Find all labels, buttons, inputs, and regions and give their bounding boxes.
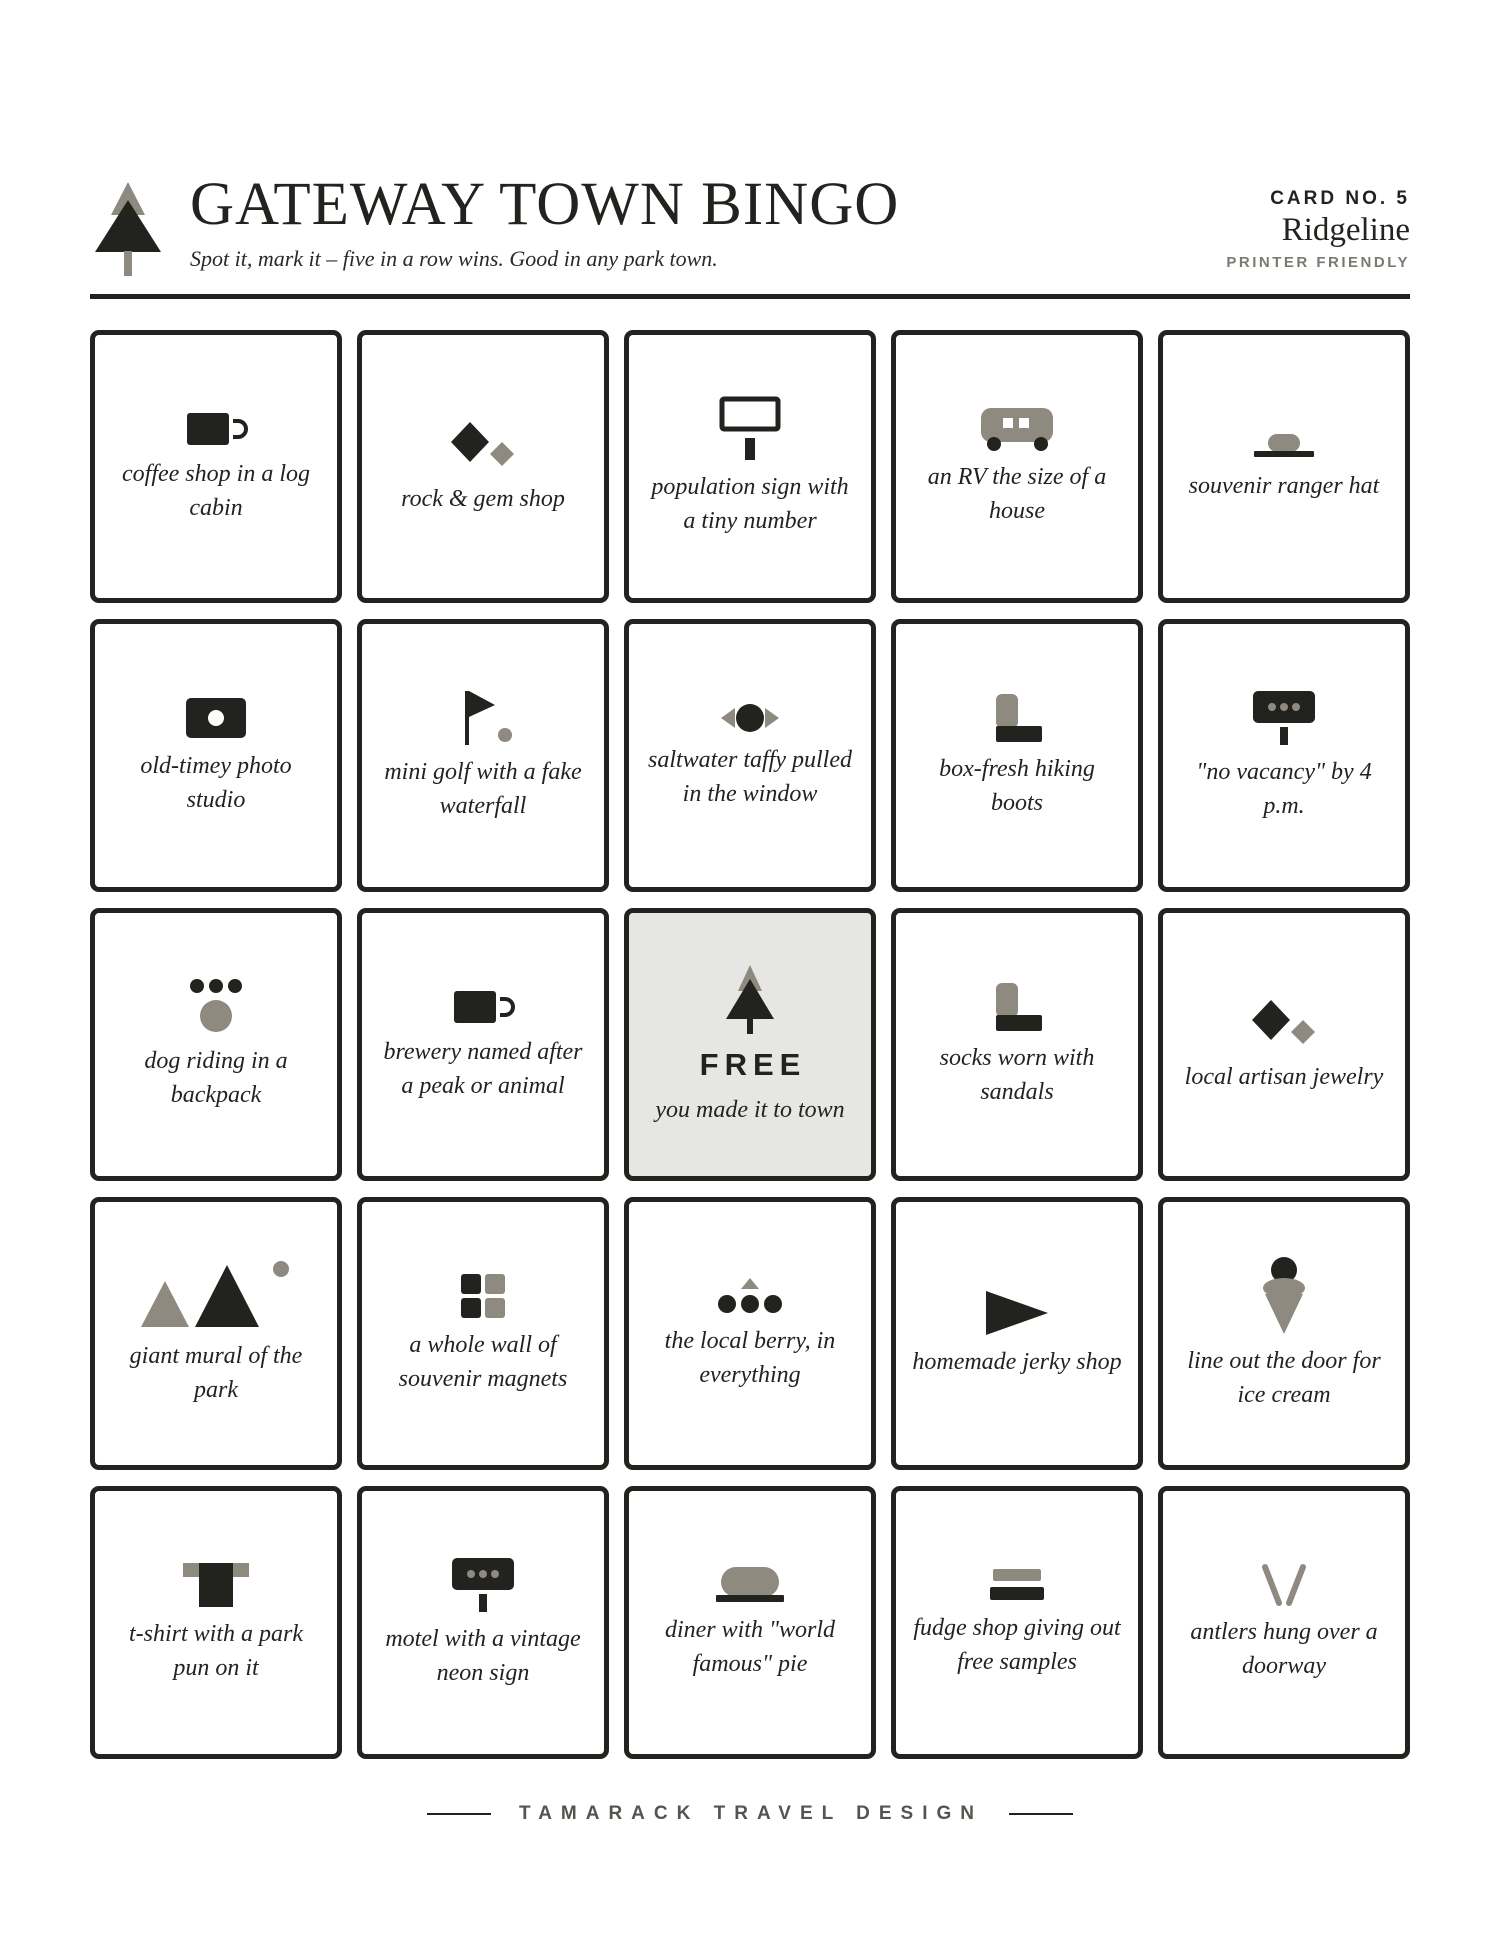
cell-label: "no vacancy" by 4 p.m. [1196,758,1372,819]
boot-icon [990,981,1044,1033]
cell-label: giant mural of the park [129,1342,303,1403]
candy-icon [717,701,783,735]
footer-rule-left [427,1813,491,1815]
cell-label: coffee shop in a log cabin [122,460,310,521]
bingo-cell[interactable] [624,330,876,603]
pie-icon [714,1565,786,1605]
neon-sign-icon [450,1556,516,1614]
free-space-cell[interactable] [624,908,876,1181]
bingo-cell[interactable] [1158,1197,1410,1470]
cell-label: local artisan jewelry [1184,1063,1384,1090]
header [90,160,1410,300]
bingo-cell[interactable] [1158,1486,1410,1759]
gem-icon [448,418,518,474]
bingo-cell[interactable] [624,1486,876,1759]
cell-label: antlers hung over a doorway [1190,1618,1378,1679]
free-space-label: FREE [699,1046,807,1082]
bingo-cell[interactable] [90,1197,342,1470]
pine-tree-icon [94,182,162,276]
bingo-cell[interactable] [891,1197,1143,1470]
bingo-grid [90,330,1410,1760]
antlers-icon [1259,1563,1309,1607]
cell-label: motel with a vintage neon sign [385,1625,581,1686]
bingo-cell[interactable] [90,1486,342,1759]
cell-label: the local berry, in everything [664,1327,836,1388]
bingo-cell[interactable] [90,330,342,603]
page-subtitle: Spot it, mark it – five in a row wins. Good in any park town. [190,246,718,271]
bingo-cell[interactable] [891,908,1143,1181]
pennant-icon [984,1289,1050,1337]
boot-icon [990,692,1044,744]
paw-icon [186,978,246,1036]
camera-icon [183,695,249,741]
page-title: GATEWAY TOWN BINGO [190,171,900,238]
footer-rule-right [1009,1813,1073,1815]
cell-label: line out the door for ice cream [1187,1347,1381,1408]
pine-tree-icon [724,963,776,1035]
golf-flag-icon [451,689,515,747]
bingo-cell[interactable] [90,908,342,1181]
cell-label: old-timey photo studio [140,752,292,813]
gem-icon [1249,996,1319,1052]
cell-label: diner with "world famous" pie [664,1616,836,1677]
bingo-cell[interactable] [357,330,609,603]
footer [0,1803,1500,1825]
mountains-icon [141,1261,291,1331]
header-divider [90,294,1410,299]
cell-label: a whole wall of souvenir magnets [398,1331,568,1392]
bingo-cell[interactable] [624,1197,876,1470]
cell-label: homemade jerky shop [912,1348,1122,1375]
berries-icon [717,1276,783,1316]
tshirt-icon [181,1561,251,1609]
cell-label: dog riding in a backpack [144,1047,288,1108]
cell-label: an RV the size of a house [927,463,1107,524]
rv-icon [979,406,1055,452]
printer-friendly-note: PRINTER FRIENDLY [1226,254,1410,271]
bingo-cell[interactable] [357,619,609,892]
cell-label: t-shirt with a park pun on it [128,1620,303,1681]
bingo-cell[interactable] [1158,330,1410,603]
bingo-cell[interactable] [357,908,609,1181]
card-number: CARD NO. 5 [1270,188,1410,209]
card-edition: Ridgeline [1281,212,1410,248]
cell-label: fudge shop giving out free samples [913,1614,1121,1675]
bingo-cell[interactable] [357,1486,609,1759]
footer-brand: TAMARACK TRAVEL DESIGN [519,1803,983,1824]
hat-icon [1251,431,1317,461]
bingo-cell[interactable] [90,619,342,892]
cell-label: socks worn with sandals [939,1044,1095,1105]
bingo-cell[interactable] [1158,908,1410,1181]
mug-icon [181,409,251,449]
card-meta [1226,188,1410,271]
cell-label: you made it to town [655,1096,845,1123]
cell-label: mini golf with a fake waterfall [384,758,582,819]
cell-label: box-fresh hiking boots [939,755,1095,816]
bingo-cell[interactable] [891,1486,1143,1759]
fudge-icon [987,1567,1047,1603]
bingo-cell[interactable] [1158,619,1410,892]
magnets-icon [459,1272,507,1320]
bingo-cell[interactable] [624,619,876,892]
cell-label: saltwater taffy pulled in the window [648,746,852,807]
cell-label: rock & gem shop [401,485,565,512]
cell-label: population sign with a tiny number [651,473,849,534]
bingo-cell[interactable] [891,619,1143,892]
bingo-cell[interactable] [891,330,1143,603]
ice-cream-icon [1261,1256,1307,1336]
mug-icon [448,987,518,1027]
bingo-cell[interactable] [357,1197,609,1470]
neon-sign-icon [1251,689,1317,747]
cell-label: brewery named after a peak or animal [383,1038,583,1099]
cell-label: souvenir ranger hat [1188,472,1380,499]
sign-icon [718,396,782,462]
